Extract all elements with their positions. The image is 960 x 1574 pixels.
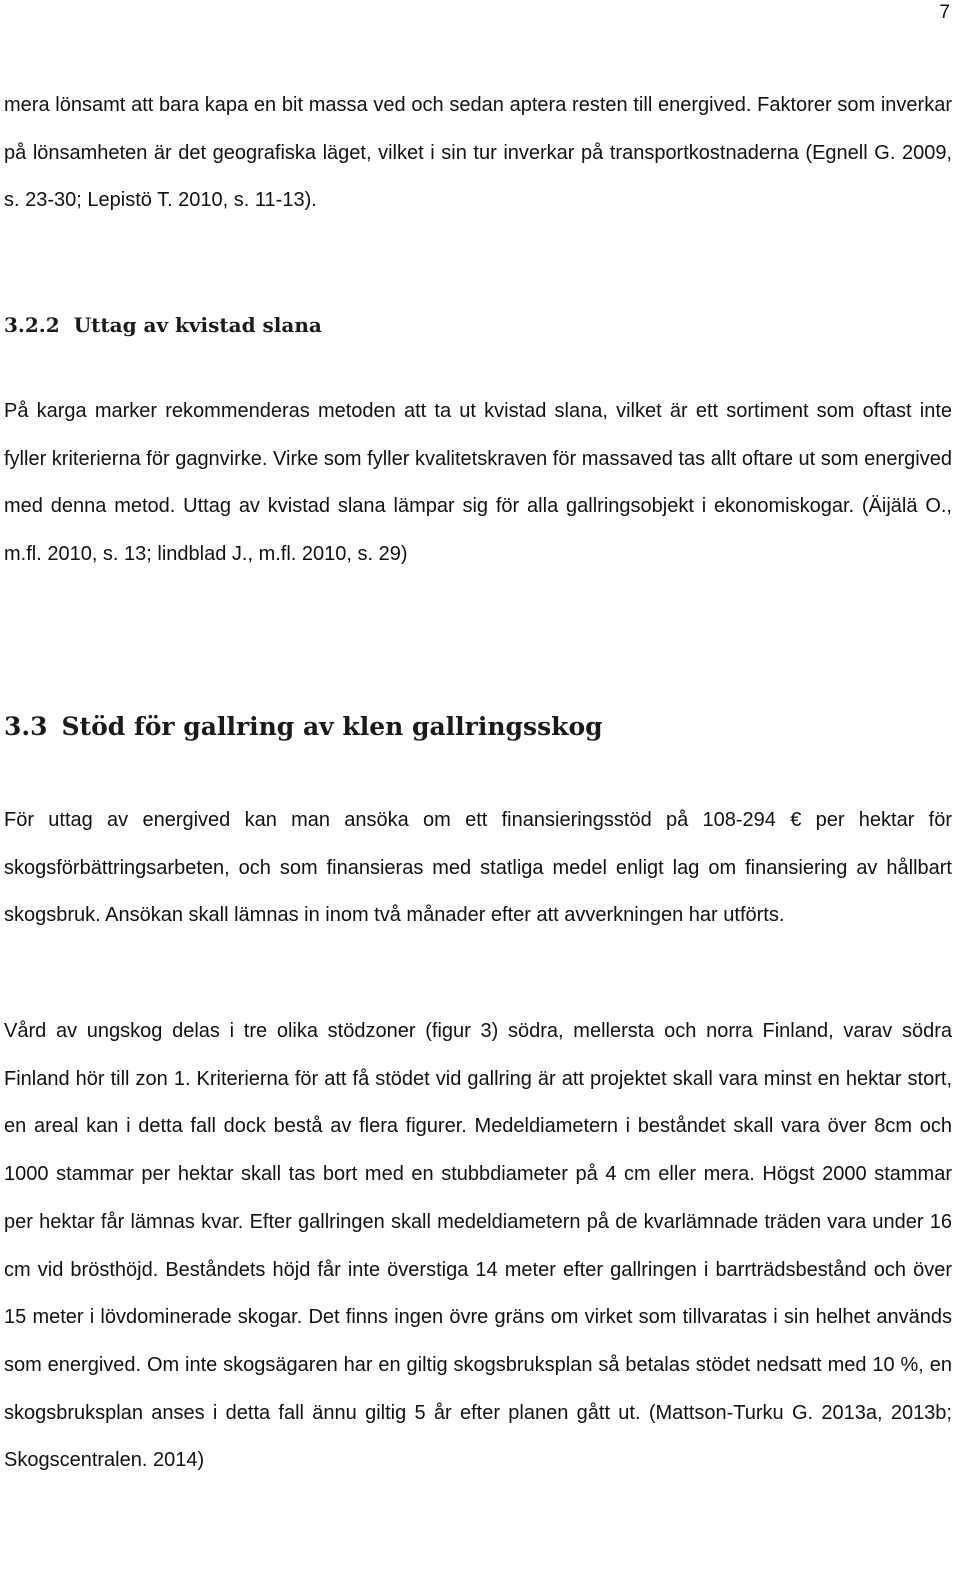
paragraph-stodzoner: Vård av ungskog delas i tre olika stödzoner (figur 3) södra, mellersta och norra Finland, varav södra Finland hör till zon 1. Kriterierna för att få stödet vid gallring är att projektet skall vara minst en hektar stort, en areal kan i detta fall dock bestå av flera figurer. Medeldiametern i beståndet skall vara över 8cm och 1000 stammar per hektar skall tas bort med en stubbdiameter på 4 cm eller mera. Högst 2000 stammar per hektar får lämnas kvar. Efter gallringen skall medeldiametern på de kvarlämnade träden vara under 16 cm vid brösthöjd. Beståndets höjd får inte överstiga 14 meter efter gallringen i barrträdsbestånd och över 15 meter i lövdominerade skogar. Det finns ingen övre gräns om virket som tillvaratas i sin helhet används som energived. Om inte skogsägaren har en giltig skogsbruksplan så betalas stödet nedsatt med 10 %, en skogsbruksplan anses i detta fall ännu giltig 5 år efter planen gått ut. (Mattson-Turku G. 2013a, 2013b; Skogscentralen. 2014) (4, 1020, 952, 1472)
section-title: Stöd för gallring av klen gallringsskog (61, 712, 603, 741)
paragraph-kvistad-slana: På karga marker rekommenderas metoden att ta ut kvistad slana, vilket är ett sortiment som oftast inte fyller kriterierna för gagnvirke. Virke som fyller kvalitetskraven för massaved tas allt oftare ut som energived med denna metod. Uttag av kvistad slana lämpar sig för alla gallringsobjekt i ekonomiskogar. (Äijälä O., m.fl. 2010, s. 13; lindblad J., m.fl. 2010, s. 29) (4, 400, 952, 566)
section-title: Uttag av kvistad slana (73, 313, 322, 337)
paragraph-intro-continued: mera lönsamt att bara kapa en bit massa ved och sedan aptera resten till energived. Faktorer som inverkar på lönsamheten är det geografiska läget, vilket i sin tur inverkar på transportkostnaderna (Egnell G. 2009, s. 23-30; Lepistö T. 2010, s. 11-13). (4, 94, 952, 212)
section-heading-3-2-2 (4, 313, 952, 337)
page-number: 7 (939, 2, 950, 23)
paragraph-finansieringsstod: För uttag av energived kan man ansöka om ett finansieringsstöd på 108-294 € per hektar för skogsförbättringsarbeten, och som finansieras med statliga medel enligt lag om finansiering av hållbart skogsbruk. Ansökan skall lämnas in inom två månader efter att avverkningen har utförts. (4, 809, 952, 927)
section-number: 3.3 (4, 712, 48, 741)
section-heading-3-3 (4, 712, 952, 741)
section-number: 3.2.2 (4, 313, 60, 337)
